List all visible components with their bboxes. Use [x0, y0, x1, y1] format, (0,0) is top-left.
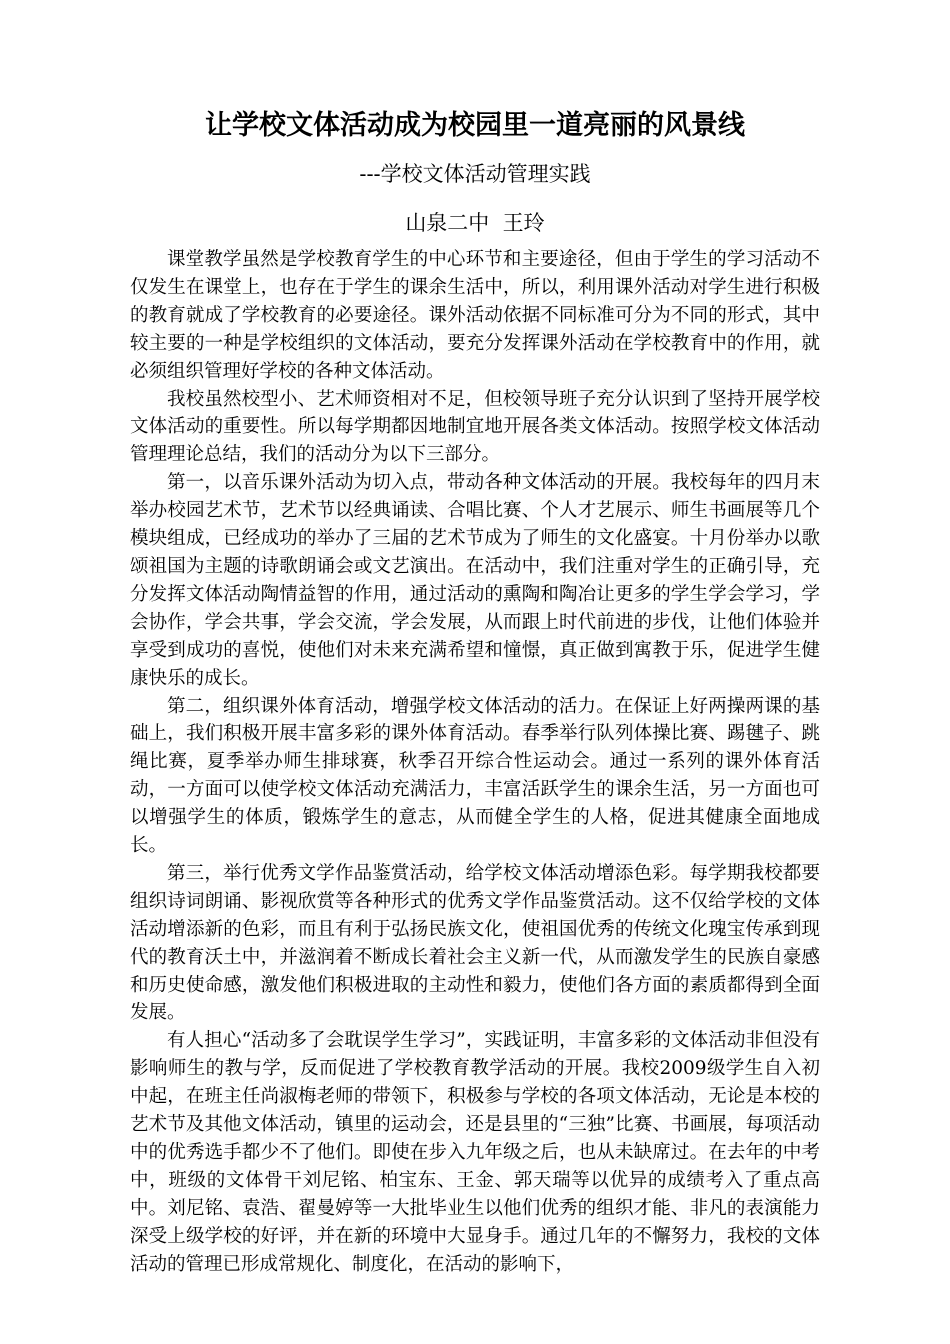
- document-title: 让学校文体活动成为校园里一道亮丽的风景线: [205, 110, 745, 141]
- paragraph-intro: 课堂教学虽然是学校教育学生的中心环节和主要途径，但由于学生的学习活动不仅发生在课堂上，也存在于学生的课余生活中，所以，利用课外活动对学生进行积极的教育就成了学校教育的必要途径。课外活动依据不同标准可分为不同的形式，其中较主要的一种是学校组织的文体活动，要充分发挥课外活动在学校教育中的作用，就必须组织管理好学校的各种文体活动。: [130, 249, 820, 382]
- paragraph-third-literature: 第三，举行优秀文学作品鉴赏活动，给学校文体活动增添色彩。每学期我校都要组织诗词朗诵、影视欣赏等各种形式的优秀文学作品鉴赏活动。这不仅给学校的文体活动增添新的色彩，而且有利于弘扬民族文化，使祖国优秀的传统文化瑰宝传承到现代的教育沃土中，并滋润着不断成长着社会主义新一代，从而激发学生的民族自豪感和历史使命感，激发他们积极进取的主动性和毅力，使他们各方面的素质都得到全面发展。: [130, 862, 820, 1024]
- body-text: [130, 246, 820, 1279]
- paragraph-first-music: 第一，以音乐课外活动为切入点，带动各种文体活动的开展。我校每年的四月末举办校园艺术节，艺术节以经典诵读、合唱比赛、个人才艺展示、师生书画展等几个模块组成，已经成功的举办了三届的艺术节成为了师生的文化盛宴。十月份举办以歌颂祖国为主题的诗歌朗诵会或文艺演出。在活动中，我们注重对学生的正确引导，充分发挥文体活动陶情益智的作用，通过活动的熏陶和陶冶让更多的学生学会学习，学会协作，学会共事，学会交流，学会发展，从而跟上时代前进的步伐，让他们体验并享受到成功的喜悦，使他们对未来充满希望和憧憬，真正做到寓教于乐，促进学生健康快乐的成长。: [130, 472, 820, 689]
- paragraph-second-sports: 第二，组织课外体育活动，增强学校文体活动的活力。在保证上好两操两课的基础上，我们积极开展丰富多彩的课外体育活动。春季举行队列体操比赛、踢毽子、跳绳比赛，夏季举办师生排球赛，秋季召开综合性运动会。通过一系列的课外体育活动，一方面可以使学校文体活动充满活力，丰富活跃学生的课余生活，另一方面也可以增强学生的体质，锻炼学生的意志，从而健全学生的人格，促进其健康全面地成长。: [130, 695, 820, 857]
- author-line: 山泉二中 王玲: [405, 211, 545, 235]
- paragraph-results: 有人担心“活动多了会耽误学生学习”，实践证明，丰富多彩的文体活动非但没有影响师生的教与学，反而促进了学校教育教学活动的开展。我校2009级学生自入初中起，在班主任尚淑梅老师的带领下，积极参与学校的各项文体活动，无论是本校的艺术节及其他文体活动，镇里的运动会，还是县里的“三独”比赛、书画展，每项活动中的优秀选手都少不了他们。即使在步入九年级之后，也从未缺席过。在去年的中考中，班级的文体骨干刘尼铭、柏宝东、王金、郭天瑞等以优异的成绩考入了重点高中。刘尼铭、袁浩、翟曼婷等一大批毕业生以他们优秀的组织才能、非凡的表演能力深受上级学校的好评，并在新的环境中大显身手。通过几年的不懈努力，我校的文体活动的管理已形成常规化、制度化，在活动的影响下，: [130, 1030, 820, 1275]
- document-subtitle: ---学校文体活动管理实践: [359, 162, 591, 186]
- paragraph-school-overview: 我校虽然校型小、艺术师资相对不足，但校领导班子充分认识到了坚持开展学校文体活动的重要性。所以每学期都因地制宜地开展各类文体活动。按照学校文体活动管理理论总结，我们的活动分为以下三部分。: [130, 388, 820, 466]
